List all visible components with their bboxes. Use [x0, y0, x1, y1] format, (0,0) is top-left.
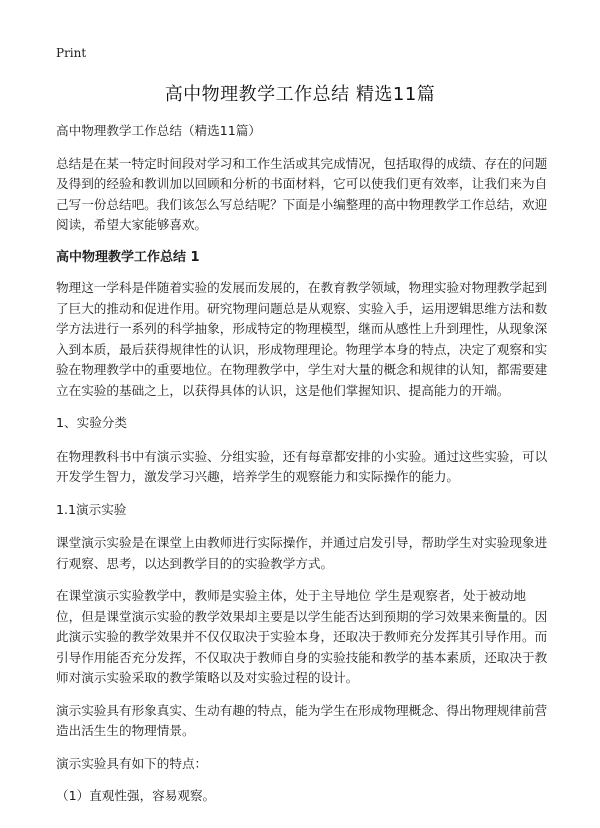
paragraph-4: 在课堂演示实验教学中，教师是实验主体，处于主导地位 学生是观察者，处于被动地位，但是课堂演示实验的教学效果却主要是以学生能否达到预期的学习效果来衡量的。因此演示实验的教学效果并不仅仅取决于实验本身，还取决于教师充分发挥其引导作用。而引导作用能否充分发挥，不仅取决于教师自身的实验技能和教学的基本素质，还取决于教师对演示实验采取的教学策略以及对实验过程的设计。 — [56, 588, 548, 685]
article-body — [56, 121, 548, 819]
paragraph-1: 物理这一学科是伴随着实验的发展而发展的，在教育教学领域，物理实验对物理教学起到了巨大的推动和促进作用。研究物理问题总是从观察、实验入手，运用逻辑思维方法和数学方法进行一系列的科学抽象，形成特定的物理模型，继而从感性上升到理性，从现象深入到本质，最后获得规律性的认识，形成物理理论。物理学本身的特点，决定了观察和实验在物理教学中的重要地位。在物理教学中，学生对大量的概念和规律的认知，都需要建立在实验的基础之上，以获得具体的认识，这是他们掌握知识、提高能力的开端。 — [56, 280, 548, 398]
article-subtitle: 高中物理教学工作总结（精选11篇） — [56, 123, 261, 138]
section-label-experiment-types: 1、实验分类 — [56, 415, 127, 430]
section-label-demo-experiment: 1.1演示实验 — [56, 501, 127, 517]
intro-paragraph: 总结是在某一特定时间段对学习和工作生活或其完成情况，包括取得的成绩、存在的问题及得到的经验和教训加以回顾和分析的书面材料，它可以使我们更有效率，让我们来为自己写一份总结吧。我们该怎么写总结呢？下面是小编整理的高中物理教学工作总结，欢迎阅读，希望大家能够喜欢。 — [56, 155, 548, 232]
page-title: 高中物理教学工作总结 精选11篇 — [164, 84, 436, 105]
paragraph-2: 在物理教科书中有演示实验、分组实验，还有每章都安排的小实验。通过这些实验，可以开发学生智力，激发学习兴趣，培养学生的观察能力和实际操作的能力。 — [56, 448, 548, 484]
list-item-1: （1）直观性强，容易观察。 — [56, 788, 216, 803]
paragraph-6: 演示实验具有如下的特点： — [56, 755, 208, 771]
paragraph-3: 课堂演示实验是在课堂上由教师进行实际操作，并通过启发引导，帮助学生对实验现象进行观察、思考，以达到教学目的的实验教学方式。 — [56, 535, 548, 571]
paragraph-5: 演示实验具有形象真实、生动有趣的特点，能为学生在形成物理概念、得出物理规律前营造出活生生的物理情景。 — [56, 702, 548, 738]
section-heading-1: 高中物理教学工作总结 1 — [56, 249, 200, 265]
print-link[interactable]: Print — [56, 46, 87, 60]
